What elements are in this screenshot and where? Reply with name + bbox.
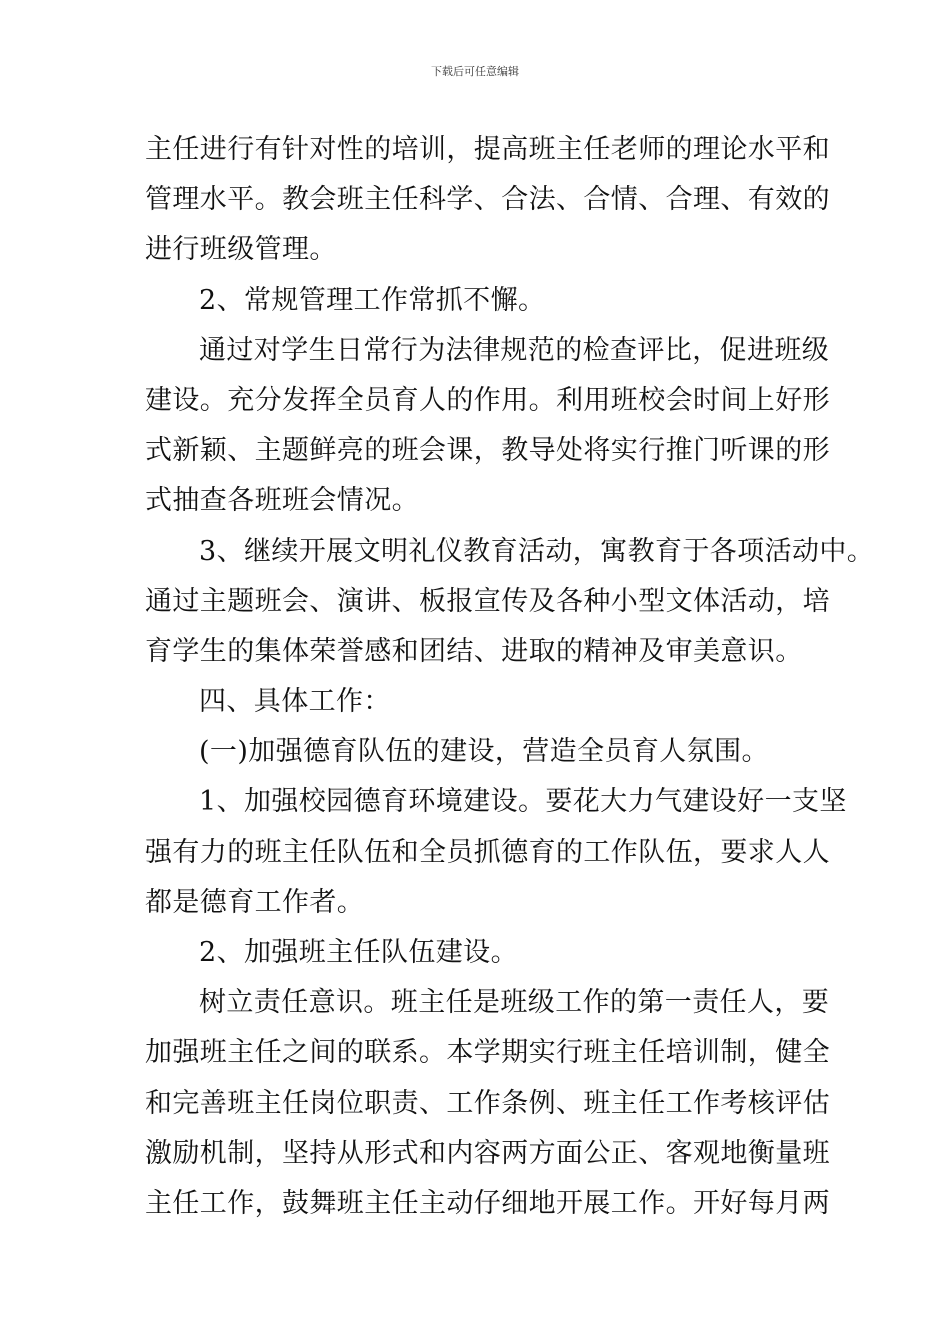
text-line: 和完善班主任岗位职责、工作条例、班主任工作考核评估 [145,1087,830,1119]
text-line: 强有力的班主任队伍和全员抓德育的工作队伍，要求人人 [145,836,830,868]
text-line: 通过主题班会、演讲、板报宣传及各种小型文体活动，培 [145,585,830,617]
text-line: 树立责任意识。班主任是班级工作的第一责任人，要 [199,987,830,1019]
text-line: 激励机制，坚持从形式和内容两方面公正、客观地衡量班 [145,1137,830,1169]
text-line: 主任工作，鼓舞班主任主动仔细地开展工作。开好每月两 [145,1187,830,1219]
text-line: 1、加强校园德育环境建设。要花大力气建设好一支坚 [199,786,847,818]
document-body [145,125,875,1229]
text-line: 式抽查各班班会情况。 [145,485,419,517]
text-line: 进行班级管理。 [145,234,337,266]
text-line: 通过对学生日常行为法律规范的检查评比，促进班级 [199,334,830,366]
text-line: 式新颖、主题鲜亮的班会课，教导处将实行推门听课的形 [145,435,830,467]
text-line: 都是德育工作者。 [145,886,365,918]
text-line: 育学生的集体荣誉感和团结、进取的精神及审美意识。 [145,635,803,667]
text-line: 3、继续开展文明礼仪教育活动，寓教育于各项活动中。 [199,535,875,567]
text-line: 2、常规管理工作常抓不懈。 [199,284,546,316]
text-line: 加强班主任之间的联系。本学期实行班主任培训制，健全 [145,1037,830,1069]
text-line: 建设。充分发挥全员育人的作用。利用班校会时间上好形 [145,384,830,416]
page-header: 下载后可任意编辑 [431,65,519,78]
text-line: (一)加强德育队伍的建设，营造全员育人氛围。 [199,736,769,768]
text-line: 2、加强班主任队伍建设。 [199,937,518,968]
text-line: 四、具体工作： [199,686,391,718]
text-line: 管理水平。教会班主任科学、合法、合情、合理、有效的 [145,184,830,216]
text-line: 主任进行有针对性的培训，提高班主任老师的理论水平和 [145,134,830,165]
